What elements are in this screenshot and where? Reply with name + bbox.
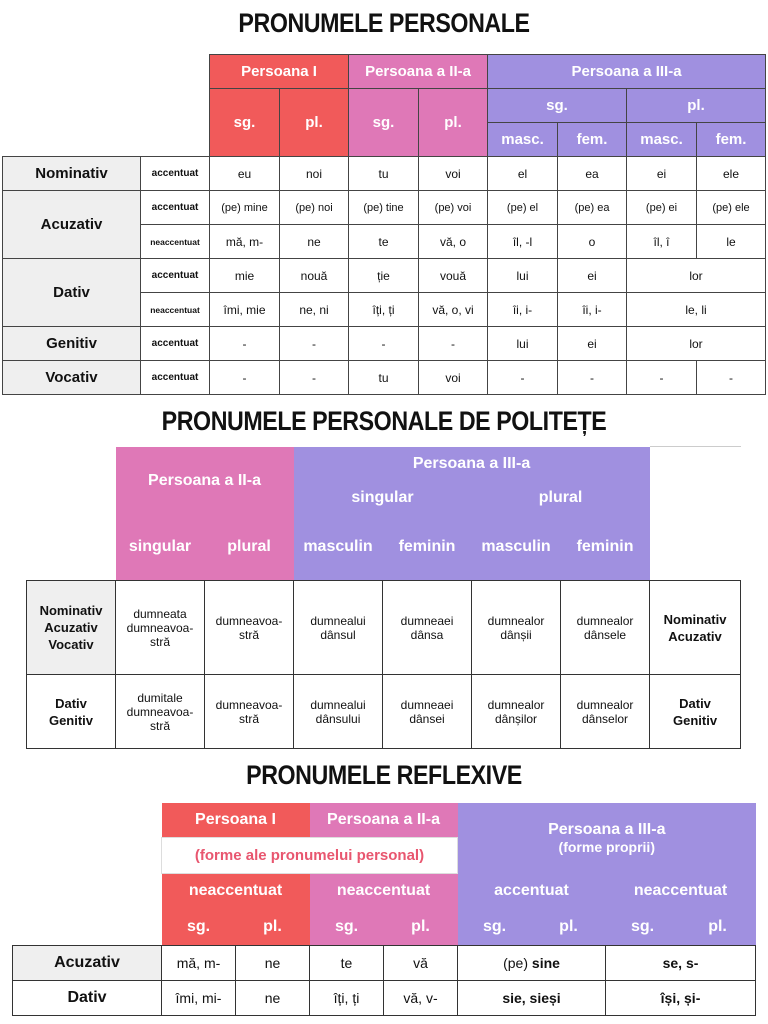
- header-p2-plural: plural: [205, 515, 294, 581]
- cell: îmi, mi-: [162, 980, 236, 1015]
- corner-blank: [3, 55, 210, 157]
- cell: [383, 675, 472, 749]
- cell: vă: [384, 945, 458, 980]
- header-p3-nacc-pl: pl.: [680, 909, 756, 945]
- cell: ne: [236, 980, 310, 1015]
- case-vocativ: Vocativ: [3, 361, 141, 395]
- case-dat-gen: [27, 675, 116, 749]
- header-person-1: Persoana I: [210, 55, 349, 89]
- cell: îi, i-: [558, 293, 627, 327]
- note-personal-forms: (forme ale pronumelui personal): [162, 837, 458, 873]
- case-nominativ: Nominativ: [3, 157, 141, 191]
- case-label: Vocativ: [48, 637, 94, 652]
- cell-line: dânsa: [410, 627, 444, 642]
- cell: -: [627, 361, 697, 395]
- cell: [561, 581, 650, 675]
- header-pl-masc: masc.: [627, 123, 697, 157]
- cell: lor: [627, 327, 766, 361]
- header-p1-pl: pl.: [280, 89, 349, 157]
- cell: eu: [210, 157, 280, 191]
- header-person-3: [458, 803, 756, 873]
- cell: îi, i-: [488, 293, 558, 327]
- cell: îți, ți: [310, 980, 384, 1015]
- cell: ne: [236, 945, 310, 980]
- cell: [116, 675, 205, 749]
- cell: ele: [697, 157, 766, 191]
- case-label: Dativ: [55, 695, 87, 711]
- cell: (pe) tine: [349, 191, 419, 225]
- cell-line: dumnealor: [487, 697, 545, 712]
- case-label: Genitiv: [48, 712, 94, 728]
- cell-line: dumneavoa-: [126, 704, 194, 719]
- cell-line: dânsei: [409, 711, 445, 726]
- header-person-2: Persoana a II-a: [116, 447, 294, 515]
- cell-line: dumnealui: [310, 697, 366, 712]
- table-row: [3, 361, 766, 395]
- cell: -: [280, 361, 349, 395]
- cell-line: dumnealor: [576, 697, 634, 712]
- header-person-3: Persoana a III-a: [294, 447, 650, 481]
- cell: îl, î: [627, 225, 697, 259]
- table-row: [13, 945, 756, 980]
- cell: [383, 581, 472, 675]
- case-nom-acu-right: [650, 581, 741, 675]
- cell: se, s-: [606, 945, 756, 980]
- cell: ea: [558, 157, 627, 191]
- case-acuzativ: Acuzativ: [3, 191, 141, 259]
- header-sg-masc: masc.: [488, 123, 558, 157]
- table-row: [13, 980, 756, 1015]
- cell: (pe) ei: [627, 191, 697, 225]
- cell: mie: [210, 259, 280, 293]
- table-row: [3, 157, 766, 191]
- cell: ei: [558, 327, 627, 361]
- cell-line: dânșilor: [495, 711, 538, 726]
- stress-label: accentuat: [141, 157, 210, 191]
- header-p3-acc-sg: sg.: [458, 909, 532, 945]
- cell-line: stră: [149, 634, 170, 649]
- stress-label: accentuat: [141, 259, 210, 293]
- cell-line: dumneata: [133, 606, 187, 621]
- case-label: Acuzativ: [44, 620, 98, 635]
- cell-line: dumitale: [137, 690, 183, 705]
- cell: [294, 675, 383, 749]
- header-p3-plural: plural: [472, 481, 650, 515]
- stress-label: neaccentuat: [141, 225, 210, 259]
- stress-label: accentuat: [141, 191, 210, 225]
- cell: (pe) el: [488, 191, 558, 225]
- stress-label: accentuat: [141, 327, 210, 361]
- stress-label: neaccentuat: [141, 293, 210, 327]
- cell: o: [558, 225, 627, 259]
- cell-line: dumneaei: [400, 613, 454, 628]
- cell: lui: [488, 327, 558, 361]
- cell: (pe) ea: [558, 191, 627, 225]
- cell: tu: [349, 361, 419, 395]
- case-nom-acu-voc: [27, 581, 116, 675]
- cell-line: dumneaei: [400, 697, 454, 712]
- cell: voi: [419, 157, 488, 191]
- header-p2-pl: pl.: [384, 909, 458, 945]
- cell: [472, 581, 561, 675]
- cell: [294, 581, 383, 675]
- case-dativ: Dativ: [3, 259, 141, 327]
- cell: îl, -l: [488, 225, 558, 259]
- cell: le, li: [627, 293, 766, 327]
- cell: sie, sieși: [458, 980, 606, 1015]
- table-row: [27, 675, 741, 749]
- cell-line: stră: [239, 711, 260, 726]
- cell-line: stră: [239, 627, 260, 642]
- corner-blank: [13, 803, 162, 945]
- header-p2-pl: pl.: [419, 89, 488, 157]
- cell: -: [558, 361, 627, 395]
- cell: (pe) voi: [419, 191, 488, 225]
- cell: lui: [488, 259, 558, 293]
- header-p3-acc-pl: pl.: [532, 909, 606, 945]
- header-person-2: Persoana a II-a: [349, 55, 488, 89]
- cell: nouă: [280, 259, 349, 293]
- cell-line: dânșii: [500, 627, 532, 642]
- cell-line: dânsele: [584, 627, 627, 642]
- cell-line: dumnealui: [310, 613, 366, 628]
- cell: mă, m-: [210, 225, 280, 259]
- cell: [458, 945, 606, 980]
- cell-line: dânsul: [320, 627, 356, 642]
- cell: își, și-: [606, 980, 756, 1015]
- cell: [205, 581, 294, 675]
- cell: îmi, mie: [210, 293, 280, 327]
- title-personal-pronouns: PRONUMELE PERSONALE: [238, 8, 530, 38]
- header-p3-singular: singular: [294, 481, 472, 515]
- cell: ne, ni: [280, 293, 349, 327]
- cell: te: [310, 945, 384, 980]
- cell: [472, 675, 561, 749]
- cell: (pe) noi: [280, 191, 349, 225]
- cell: ne: [280, 225, 349, 259]
- case-dativ: Dativ: [13, 980, 162, 1015]
- header-p1-sg: sg.: [210, 89, 280, 157]
- reflexive-pronouns-table: [12, 803, 756, 1016]
- table-row: [3, 327, 766, 361]
- personal-pronouns-table: [2, 54, 766, 395]
- right-blank: [650, 447, 741, 581]
- cell: le: [697, 225, 766, 259]
- cell-line: dumnealor: [576, 613, 634, 628]
- header-p3-nacc-sg: sg.: [606, 909, 680, 945]
- cell: ei: [558, 259, 627, 293]
- header-p2-singular: singular: [116, 515, 205, 581]
- cell: vouă: [419, 259, 488, 293]
- cell: [205, 675, 294, 749]
- cell: -: [280, 327, 349, 361]
- cell: vă, v-: [384, 980, 458, 1015]
- header-person-3-sub: (forme proprii): [558, 839, 655, 855]
- case-label: Genitiv: [672, 712, 718, 728]
- cell-prefix: (pe): [503, 954, 532, 971]
- cell: (pe) mine: [210, 191, 280, 225]
- header-sg-masculin: masculin: [294, 515, 383, 581]
- table-row: [27, 581, 741, 675]
- cell: [116, 581, 205, 675]
- cell: te: [349, 225, 419, 259]
- case-label: Acuzativ: [668, 628, 722, 644]
- cell: noi: [280, 157, 349, 191]
- cell: vă, o: [419, 225, 488, 259]
- header-p2-sg: sg.: [349, 89, 419, 157]
- cell: îți, ți: [349, 293, 419, 327]
- cell-line: dumneavoa-: [215, 697, 283, 712]
- cell-line: dânselor: [582, 711, 629, 726]
- header-person-3: Persoana a III-a: [488, 55, 766, 89]
- case-acuzativ: Acuzativ: [13, 945, 162, 980]
- cell: -: [488, 361, 558, 395]
- header-p2-sg: sg.: [310, 909, 384, 945]
- header-p1-sg: sg.: [162, 909, 236, 945]
- cell: lor: [627, 259, 766, 293]
- title-polite-pronouns: PRONUMELE PERSONALE DE POLITEȚE: [161, 406, 607, 436]
- header-p1-neaccentuat: neaccentuat: [162, 873, 310, 909]
- cell: el: [488, 157, 558, 191]
- header-sg-feminin: feminin: [383, 515, 472, 581]
- header-person-2: Persoana a II-a: [310, 803, 458, 837]
- table-row: [3, 259, 766, 293]
- header-p3-pl: pl.: [627, 89, 766, 123]
- cell: voi: [419, 361, 488, 395]
- header-p1-pl: pl.: [236, 909, 310, 945]
- cell-bold: sine: [531, 954, 560, 971]
- header-p3-sg: sg.: [488, 89, 627, 123]
- case-label: Dativ: [679, 695, 711, 711]
- header-p2-neaccentuat: neaccentuat: [310, 873, 458, 909]
- case-dat-gen-right: [650, 675, 741, 749]
- case-label: Nominativ: [663, 611, 727, 627]
- cell: ei: [627, 157, 697, 191]
- cell: mă, m-: [162, 945, 236, 980]
- stress-label: accentuat: [141, 361, 210, 395]
- table-row: [3, 191, 766, 225]
- cell-line: dumnealor: [487, 613, 545, 628]
- header-pl-feminin: feminin: [561, 515, 650, 581]
- cell: (pe) ele: [697, 191, 766, 225]
- case-genitiv: Genitiv: [3, 327, 141, 361]
- cell-line: dumneavoa-: [215, 613, 283, 628]
- header-p3-accentuat: accentuat: [458, 873, 606, 909]
- cell: [561, 675, 650, 749]
- polite-pronouns-table: [26, 446, 741, 749]
- cell: vă, o, vi: [419, 293, 488, 327]
- cell: -: [210, 361, 280, 395]
- cell: tu: [349, 157, 419, 191]
- title-reflexive-pronouns: PRONUMELE REFLEXIVE: [246, 760, 522, 790]
- header-pl-masculin: masculin: [472, 515, 561, 581]
- cell: -: [697, 361, 766, 395]
- cell-line: dânsului: [315, 711, 361, 726]
- cell-line: stră: [149, 718, 170, 733]
- cell-line: dumneavoa-: [126, 620, 194, 635]
- header-p3-neaccentuat: neaccentuat: [606, 873, 756, 909]
- cell: -: [419, 327, 488, 361]
- header-person-3-label: Persoana a III-a: [548, 821, 666, 838]
- corner-blank: [27, 447, 116, 581]
- cell: ție: [349, 259, 419, 293]
- cell: -: [210, 327, 280, 361]
- header-person-1: Persoana I: [162, 803, 310, 837]
- header-sg-fem: fem.: [558, 123, 627, 157]
- header-pl-fem: fem.: [697, 123, 766, 157]
- cell: -: [349, 327, 419, 361]
- case-label: Nominativ: [39, 603, 103, 618]
